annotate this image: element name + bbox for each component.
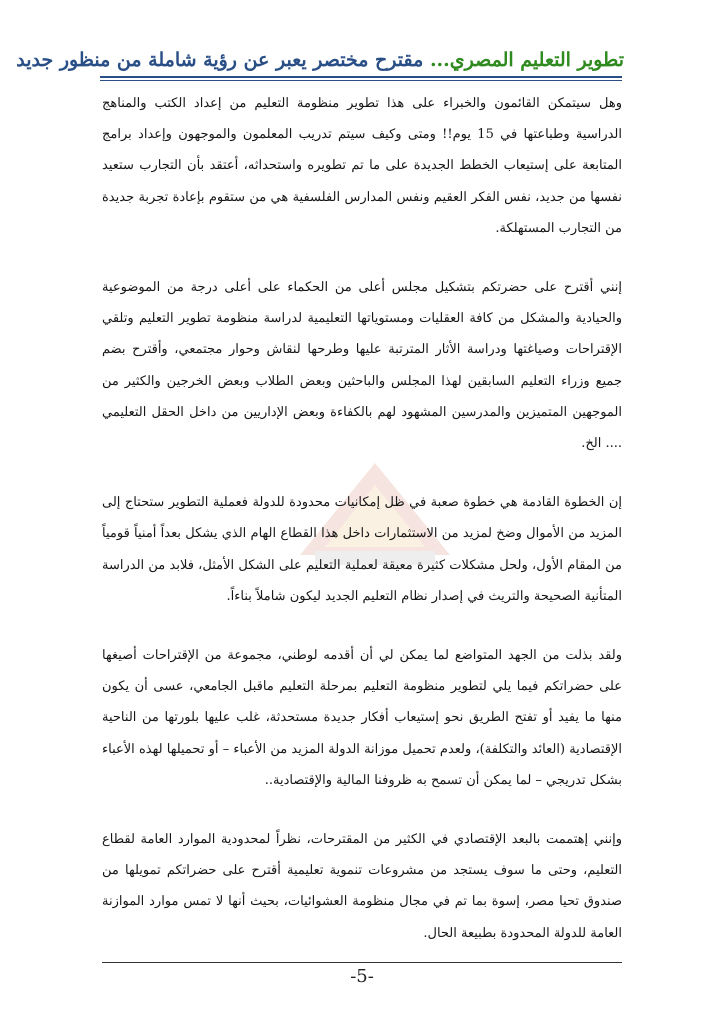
- body-paragraph: إن الخطوة القادمة هي خطوة صعبة في ظل إمكانيات محدودة للدولة فعملية التطوير ستحتاج إلى المزيد من الأموال وضخ لمزيد من الاستثمارات داخل هذا القطاع الهام الذي يشكل بعداً أمنياً قومياً من المقام الأول، ولحل مشكلات كثيرة معيقة لعملية التعليم على الشكل الأمثل، فلابد من الدراسة المتأنية الصحيحة والتريث في إصدار نظام التعليم الجديد ليكون شاملاً بناءاً.: [102, 495, 622, 604]
- page-number: -5-: [350, 966, 374, 987]
- header-title-part2: مقترح مختصر يعبر عن رؤية شاملة من منظور جديد: [16, 49, 430, 71]
- body-paragraph: وهل سيتمكن القائمون والخبراء على هذا تطوير منظومة التعليم من إعداد الكتب والمناهج الدراسية وطباعتها في 15 يوم!! ومتى وكيف سيتم تدريب المعلمون والموجهون وإعداد برامج المتابعة على إستيعاب الخطط الجديدة على ما تم تطويره واستحداثه، أعتقد بأن التجارب ستعيد نفسها من جديد، نفس الفكر العقيم ونفس المدارس الفلسفية هي من ستقوم بإعادة تجربة جديدة من التجارب المستهلكة.: [102, 96, 622, 236]
- header-title-part1: تطوير التعليم المصري...: [429, 49, 624, 71]
- document-body: [102, 88, 622, 949]
- body-paragraph: ولقد بذلت من الجهد المتواضع لما يمكن لي أن أقدمه لوطني، مجموعة من الإقتراحات أصيغها على حضراتكم فيما يلي لتطوير منظومة التعليم بمرحلة التعليم ماقبل الجامعي، عسى أن يكون منها ما يفيد أو تفتح الطريق نحو إستيعاب أفكار جديدة مستحدثة، غلب عليها بلورتها من الناحية الإقتصادية (العائد والتكلفة)، ولعدم تحميل موزانة الدولة المزيد من الأعباء – أو تحميلها لهذه الأعباء بشكل تدريجي – لما يمكن أن تسمح به ظروفنا المالية والإقتصادية..: [102, 648, 622, 788]
- body-paragraph: وإنني إهتممت بالبعد الإقتصادي في الكثير من المقترحات، نظراً لمحدودية الموارد العامة لقطاع التعليم، وحتى ما سوف يستجد من مشروعات تنموية تعليمية أقترح على حضراتكم تمويلها من صندوق تحيا مصر، إسوة بما تم في مجال منظومة العشوائيات، بحيث أنها لا تمس موارد الموازنة العامة للدولة المحدودة بطبيعة الحال.: [102, 832, 622, 941]
- body-paragraph: إنني أقترح على حضرتكم بتشكيل مجلس أعلى من الحكماء على أعلى درجة من الموضوعية والحيادية والمشكل من كافة العقليات ومستوياتها التعليمية لدراسة منظومة تطوير التعليم وتلقي الإقتراحات وصياغتها ودراسة الأثار المترتبة عليها وطرحها لنقاش وحوار مجتمعي، وأقترح بضم جميع وزراء التعليم السابقين لهذا المجلس والباحثين وبعض الطلاب وبعض الخرجين والكثير من الموجهين المتميزين والمدرسين المشهود لهم بالكفاءة وبعض الإداريين من داخل الحقل التعليمي .... الخ.: [102, 280, 622, 452]
- header-rule-thin: [100, 80, 622, 81]
- header-rule: [100, 76, 622, 78]
- running-header: [16, 46, 624, 74]
- footer-rule: [102, 962, 622, 963]
